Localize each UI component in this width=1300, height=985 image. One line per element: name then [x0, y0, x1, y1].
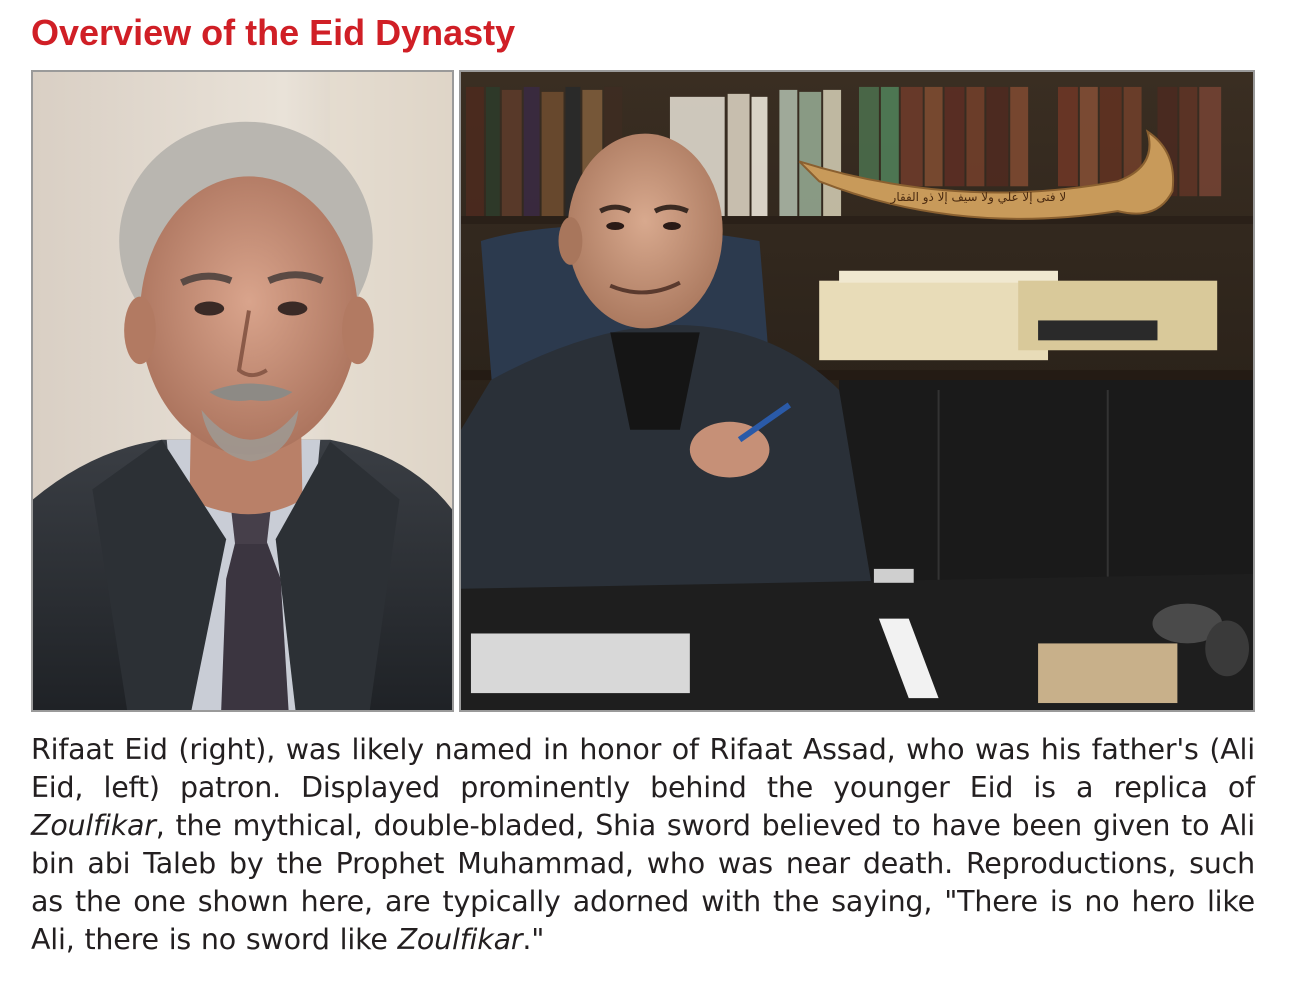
- photo-rifaat-eid: [459, 70, 1255, 712]
- caption-text-3: .": [522, 923, 545, 956]
- caption-text-1: Rifaat Eid (right), was likely named in honor of Rifaat Assad, who was his father's (Ali Eid, left) patron. Displayed prominently behind the younger Eid is a replica of: [31, 733, 1255, 804]
- photo-caption: [31, 731, 1255, 959]
- office-illustration: [461, 72, 1253, 710]
- caption-emphasis-zoulfikar-2: Zoulfikar: [397, 923, 523, 956]
- page-title: Overview of the Eid Dynasty: [31, 12, 516, 53]
- caption-text-2: , the mythical, double-bladed, Shia sword believed to have been given to Ali bin abi Taleb by the Prophet Muhammad, who was near death. Reproductions, such as the one shown here, are typically adorned with the saying, "There is no hero like Ali, there is no sword like: [31, 809, 1255, 956]
- portrait-illustration: [33, 72, 452, 710]
- sword-inscription: لا فتى إلا علي ولا سيف إلا ذو الفقار: [890, 190, 1067, 205]
- photo-ali-eid: [31, 70, 454, 712]
- caption-emphasis-zoulfikar: Zoulfikar: [31, 809, 156, 842]
